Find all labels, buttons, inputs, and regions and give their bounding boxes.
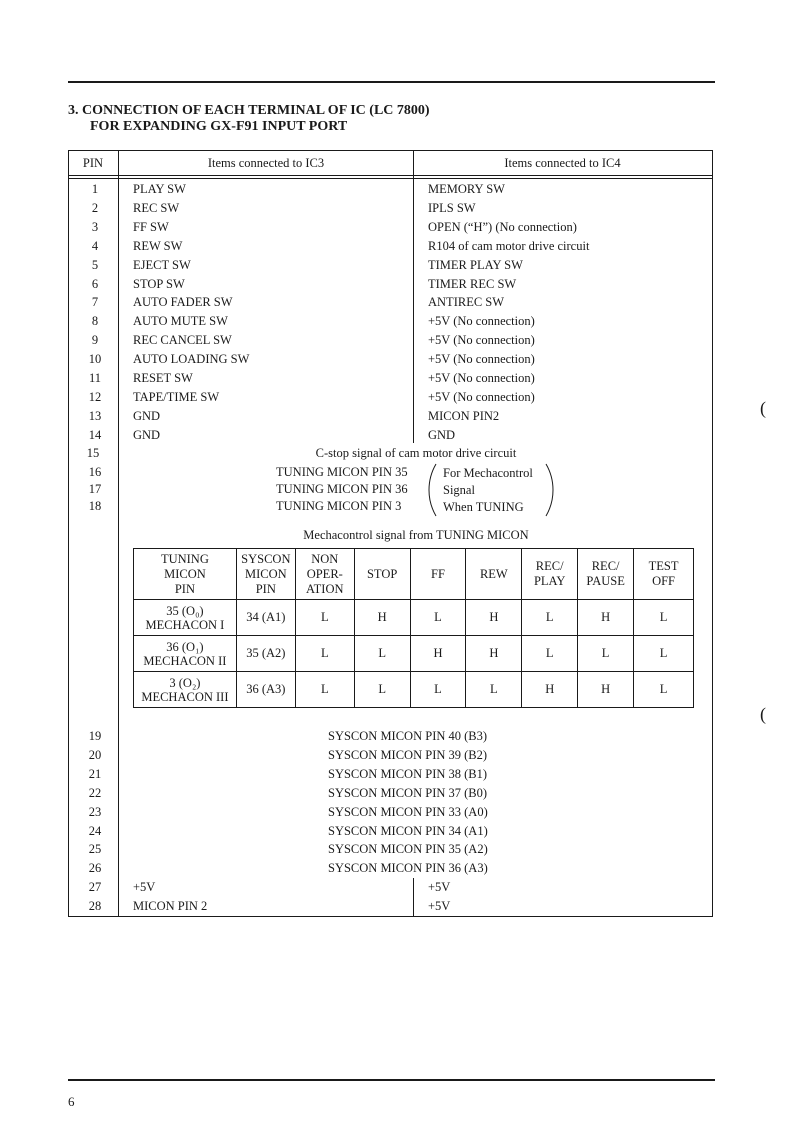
pin-number: 17 [88, 482, 102, 496]
mc-tuning-pin-cell [134, 636, 237, 672]
pin-number: 18 [88, 499, 102, 513]
pin-number: 26 [88, 861, 102, 876]
pin-number: 21 [88, 766, 102, 781]
pin-number: 14 [88, 427, 102, 442]
brace-right [544, 462, 556, 522]
ic3-item: AUTO MUTE SW [133, 314, 228, 329]
mc-header-cell [236, 549, 295, 600]
ic3-item: FF SW [133, 219, 169, 234]
ic3-item: REC CANCEL SW [133, 333, 232, 348]
ic3-item: AUTO LOADING SW [133, 352, 250, 367]
ic3-item: STOP SW [133, 276, 185, 291]
ic4-item: MEMORY SW [428, 182, 505, 196]
ic4-item: OPEN (“H”) (No connection) [428, 219, 577, 234]
pin-number: 8 [91, 314, 99, 329]
top-rule [68, 81, 715, 83]
ic4-item: +5V [428, 899, 451, 913]
mc-signal-value: L [522, 600, 578, 636]
mc-header-label: TEST OFF [648, 559, 679, 588]
mc-header-label: REW [479, 566, 508, 581]
ic3-item: EJECT SW [133, 257, 191, 272]
mc-header-label: REC/ PLAY [533, 559, 566, 588]
mc-row [134, 672, 694, 708]
mc-header-label: REC/ PAUSE [586, 559, 625, 588]
ic3-item: PLAY SW [133, 182, 186, 196]
mc-signal-value: H [522, 672, 578, 708]
mc-signal-value: L [634, 672, 694, 708]
section-title-line2: FOR EXPANDING GX-F91 INPUT PORT [90, 119, 348, 134]
mc-header-label: NON OPER- ATION [306, 551, 344, 596]
ic3-item: GND [133, 408, 161, 423]
tuning-note-line3: When TUNING [443, 500, 524, 514]
mechacontrol-table [133, 548, 694, 708]
pin-number: 20 [88, 747, 102, 762]
mc-header-cell [295, 549, 354, 600]
mc-header-label: SYSCON MICON PIN [241, 551, 291, 596]
bottom-rule [68, 1079, 715, 1081]
header-ic3: Items connected to IC3 [207, 156, 325, 170]
mc-syscon-pin: 36 (A3) [236, 672, 295, 708]
ic3-item: GND [133, 427, 161, 442]
mc-signal-value: H [466, 636, 522, 672]
pin-15-number: 15 [86, 446, 100, 460]
mc-signal-value: L [354, 672, 410, 708]
header-rule-1 [68, 175, 713, 176]
mc-signal-value: L [410, 672, 466, 708]
header-pin: PIN [82, 156, 104, 170]
mc-header-cell [410, 549, 466, 600]
syscon-pin-text: SYSCON MICON PIN 37 (B0) [328, 785, 488, 800]
header-rule-2 [68, 178, 713, 179]
pin-number: 28 [88, 899, 102, 913]
tuning-note-line2: Signal [443, 483, 475, 497]
mc-signal-value: L [578, 636, 634, 672]
margin-mark-1: ( [760, 398, 766, 418]
syscon-pin-text: SYSCON MICON PIN 33 (A0) [328, 804, 488, 819]
mc-header-cell [578, 549, 634, 600]
mc-header-cell [134, 549, 237, 600]
pin-number: 6 [91, 276, 99, 291]
mc-signal-value: L [522, 636, 578, 672]
syscon-pin-text: SYSCON MICON PIN 35 (A2) [328, 842, 488, 857]
tuning-pin-text: TUNING MICON PIN 3 [276, 499, 402, 513]
mc-signal-value: L [634, 636, 694, 672]
tuning-pin-text: TUNING MICON PIN 36 [276, 482, 408, 496]
ic4-item: +5V (No connection) [428, 352, 535, 367]
syscon-pin-text: SYSCON MICON PIN 39 (B2) [328, 747, 488, 762]
ic-column-divider-bottom [413, 878, 414, 916]
mc-syscon-pin: 35 (A2) [236, 636, 295, 672]
pin-number: 1 [91, 182, 99, 196]
margin-mark-2: ( [760, 704, 766, 724]
ic4-item: +5V (No connection) [428, 371, 535, 385]
ic4-item: MICON PIN2 [428, 408, 500, 423]
syscon-pin-text: SYSCON MICON PIN 36 (A3) [328, 861, 488, 876]
mc-row [134, 636, 694, 672]
mc-syscon-pin: 34 (A1) [236, 600, 295, 636]
mc-mechacon-name: MECHACON II [143, 653, 227, 668]
pin-number: 27 [88, 880, 102, 894]
ic3-item: +5V [133, 880, 156, 894]
ic4-item: TIMER PLAY SW [428, 257, 523, 272]
ic3-item: REW SW [133, 238, 183, 253]
ic4-item: R104 of cam motor drive circuit [428, 238, 590, 253]
pin-number: 24 [88, 823, 102, 838]
mc-header-cell [466, 549, 522, 600]
tuning-pin-text: TUNING MICON PIN 35 [276, 465, 408, 479]
header-ic4: Items connected to IC4 [504, 156, 621, 170]
mc-signal-value: L [466, 672, 522, 708]
mc-signal-value: L [354, 636, 410, 672]
pin-15-text: C-stop signal of cam motor drive circuit [315, 446, 517, 460]
ic3-item: AUTO FADER SW [133, 295, 233, 310]
mc-signal-value: H [354, 600, 410, 636]
ic4-item: ANTIREC SW [428, 295, 505, 310]
ic-column-divider [413, 150, 414, 443]
syscon-pin-text: SYSCON MICON PIN 34 (A1) [328, 823, 488, 838]
mc-mechacon-name: MECHACON I [145, 617, 225, 632]
brace-left [426, 462, 438, 522]
mc-tuning-pin: 35 (O₀) [166, 603, 204, 618]
mc-header-label: STOP [366, 566, 398, 581]
mc-signal-value: H [578, 672, 634, 708]
pin-number: 9 [91, 333, 99, 348]
ic4-item: TIMER REC SW [428, 276, 517, 291]
mc-signal-value: H [578, 600, 634, 636]
pin-number: 4 [91, 238, 99, 253]
ic4-item: GND [428, 427, 456, 442]
mc-header-cell [354, 549, 410, 600]
mc-tuning-pin: 36 (O₁) [166, 639, 204, 654]
ic3-item: TAPE/TIME SW [133, 389, 220, 404]
pin-number: 19 [88, 729, 102, 743]
mc-signal-value: L [295, 672, 354, 708]
pin-number: 12 [88, 389, 102, 404]
ic4-item: IPLS SW [428, 200, 476, 215]
pin-number: 23 [88, 804, 102, 819]
mc-signal-value: L [295, 636, 354, 672]
mechacontrol-caption: Mechacontrol signal from TUNING MICON [303, 528, 529, 542]
syscon-pin-text: SYSCON MICON PIN 40 (B3) [328, 729, 488, 743]
mc-signal-value: L [634, 600, 694, 636]
pin-number: 11 [88, 371, 102, 385]
mc-header-label: TUNING MICON PIN [160, 551, 209, 596]
pin-number: 5 [91, 257, 99, 272]
section-title-line1: 3. CONNECTION OF EACH TERMINAL OF IC (LC 7800) [68, 103, 430, 118]
mc-signal-value: H [410, 636, 466, 672]
ic3-item: REC SW [133, 200, 180, 215]
tuning-note-line1: For Mechacontrol [443, 466, 533, 480]
pin-number: 22 [88, 785, 102, 800]
mc-signal-value: H [466, 600, 522, 636]
mc-tuning-pin-cell [134, 672, 237, 708]
ic4-item: +5V (No connection) [428, 314, 535, 329]
mc-tuning-pin-cell [134, 600, 237, 636]
ic4-item: +5V (No connection) [428, 333, 535, 348]
mc-signal-value: L [295, 600, 354, 636]
pin-number: 25 [88, 842, 102, 857]
pin-number: 10 [88, 352, 102, 367]
ic3-item: RESET SW [133, 371, 193, 385]
mc-header-cell [522, 549, 578, 600]
pin-number: 7 [91, 295, 99, 310]
mc-row [134, 600, 694, 636]
ic3-item: MICON PIN 2 [133, 899, 208, 913]
ic4-item: +5V (No connection) [428, 389, 535, 404]
page-number: 6 [68, 1094, 75, 1109]
pin-number: 3 [91, 219, 99, 234]
mc-header-label: FF [431, 566, 445, 581]
mc-mechacon-name: MECHACON III [141, 689, 229, 704]
syscon-pin-text: SYSCON MICON PIN 38 (B1) [328, 766, 488, 781]
pin-number: 2 [91, 200, 99, 215]
mc-tuning-pin: 3 (O₂) [169, 675, 201, 690]
mc-signal-value: L [410, 600, 466, 636]
ic4-item: +5V [428, 880, 451, 894]
mc-header-cell [634, 549, 694, 600]
pin-number: 16 [88, 465, 102, 479]
pin-number: 13 [88, 408, 102, 423]
